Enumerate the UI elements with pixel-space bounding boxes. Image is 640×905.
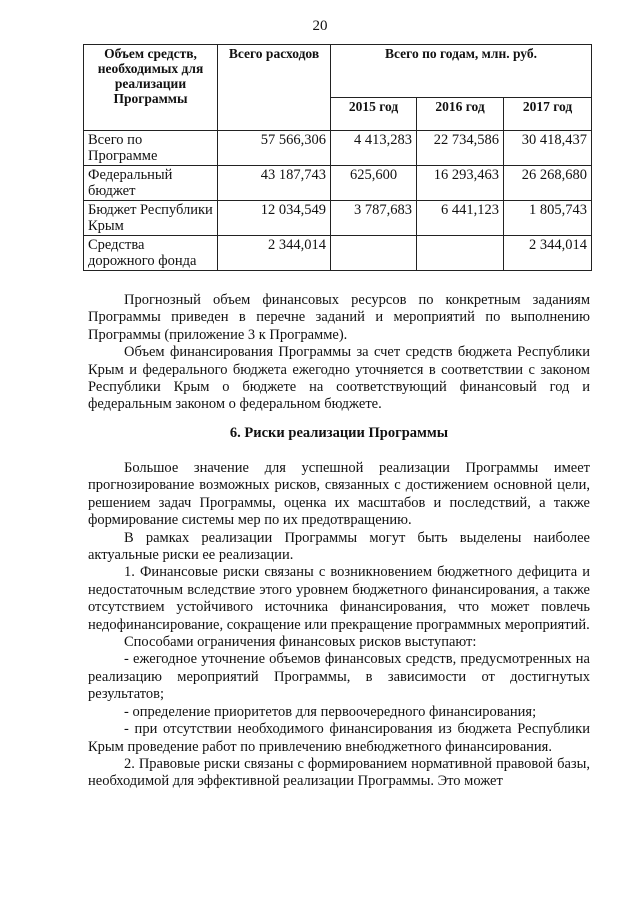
row-label: Бюджет Республики Крым [84, 201, 218, 236]
header-year-2017: 2017 год [504, 98, 592, 131]
row-2017: 30 418,437 [504, 131, 592, 166]
row-2015: 4 413,283 [331, 131, 417, 166]
paragraph: 1. Финансовые риски связаны с возникновением бюджетного дефицита и недостаточным вследствие этого уровнем бюджетного финансирования, а также отсутствием устойчивого источника финансирования, что может повлечь недофинансирование, сокращение или прекращение программных мероприятий. [88, 564, 590, 633]
section-heading: 6. Риски реализации Программы [229, 425, 449, 441]
list-item: - ежегодное уточнение объемов финансовых средств, предусмотренных на реализацию мероприятий Программы, в зависимости от достигнутых результатов; [88, 651, 590, 703]
paragraph: В рамках реализации Программы могут быть выделены наиболее актуальные риски ее реализации. [88, 529, 590, 564]
row-label: Федеральный бюджет [84, 166, 218, 201]
paragraph: Способами ограничения финансовых рисков выступают: [124, 634, 477, 651]
list-item: - определение приоритетов для первоочередного финансирования; [124, 703, 537, 720]
table-row [84, 166, 592, 201]
row-total: 43 187,743 [218, 166, 331, 201]
row-2015 [331, 236, 417, 271]
row-label: Всего по Программе [84, 131, 218, 166]
financing-text [88, 292, 590, 414]
row-2016: 16 293,463 [417, 166, 504, 201]
header-years: Всего по годам, млн. руб. [331, 45, 592, 98]
paragraph: Прогнозный объем финансовых ресурсов по конкретным заданиям Программы приведен в перечне заданий и мероприятий по выполнению Программы (приложение 3 к Программе). [88, 292, 590, 343]
table-row [84, 201, 592, 236]
paragraph: Объем финансирования Программы за счет средств бюджета Республики Крым и федерального бюджета ежегодно уточняется в соответствии с законом Республики Крым о бюджете на соответствующий финансовый год и федеральным законом о федеральном бюджете. [88, 344, 590, 413]
list-item: - при отсутствии необходимого финансирования из бюджета Республики Крым проведение работ по привлечению внебюджетного финансирования. [88, 721, 590, 755]
paragraph: 2. Правовые риски связаны с формированием нормативной правовой базы, необходимой для эффективной реализации Программы. Это может [88, 755, 590, 790]
paragraph: Большое значение для успешной реализации Программы имеет прогнозирование возможных рисков, связанных с достижением основной цели, решением задач Программы, оценка их масштабов и последствий, а также формирование системы мер по их предотвращению. [88, 460, 590, 529]
header-volume: Объем средств, необходимых для реализации Программы [84, 45, 218, 131]
header-year-2015: 2015 год [331, 98, 417, 131]
table-row [84, 131, 592, 166]
table-row [84, 236, 592, 271]
row-2017: 2 344,014 [504, 236, 592, 271]
risks-text [88, 460, 590, 791]
row-label: Средства дорожного фонда [84, 236, 218, 271]
row-total: 2 344,014 [218, 236, 331, 271]
row-2016: 22 734,586 [417, 131, 504, 166]
row-2017: 1 805,743 [504, 201, 592, 236]
page-number: 20 [312, 18, 328, 34]
row-2016 [417, 236, 504, 271]
header-year-2016: 2016 год [417, 98, 504, 131]
row-2016: 6 441,123 [417, 201, 504, 236]
funding-table [83, 44, 592, 271]
row-total: 12 034,549 [218, 201, 331, 236]
row-2015: 3 787,683 [331, 201, 417, 236]
row-2015: 625,600 [331, 166, 417, 201]
row-total: 57 566,306 [218, 131, 331, 166]
header-total: Всего расходов [218, 45, 331, 131]
row-2017: 26 268,680 [504, 166, 592, 201]
